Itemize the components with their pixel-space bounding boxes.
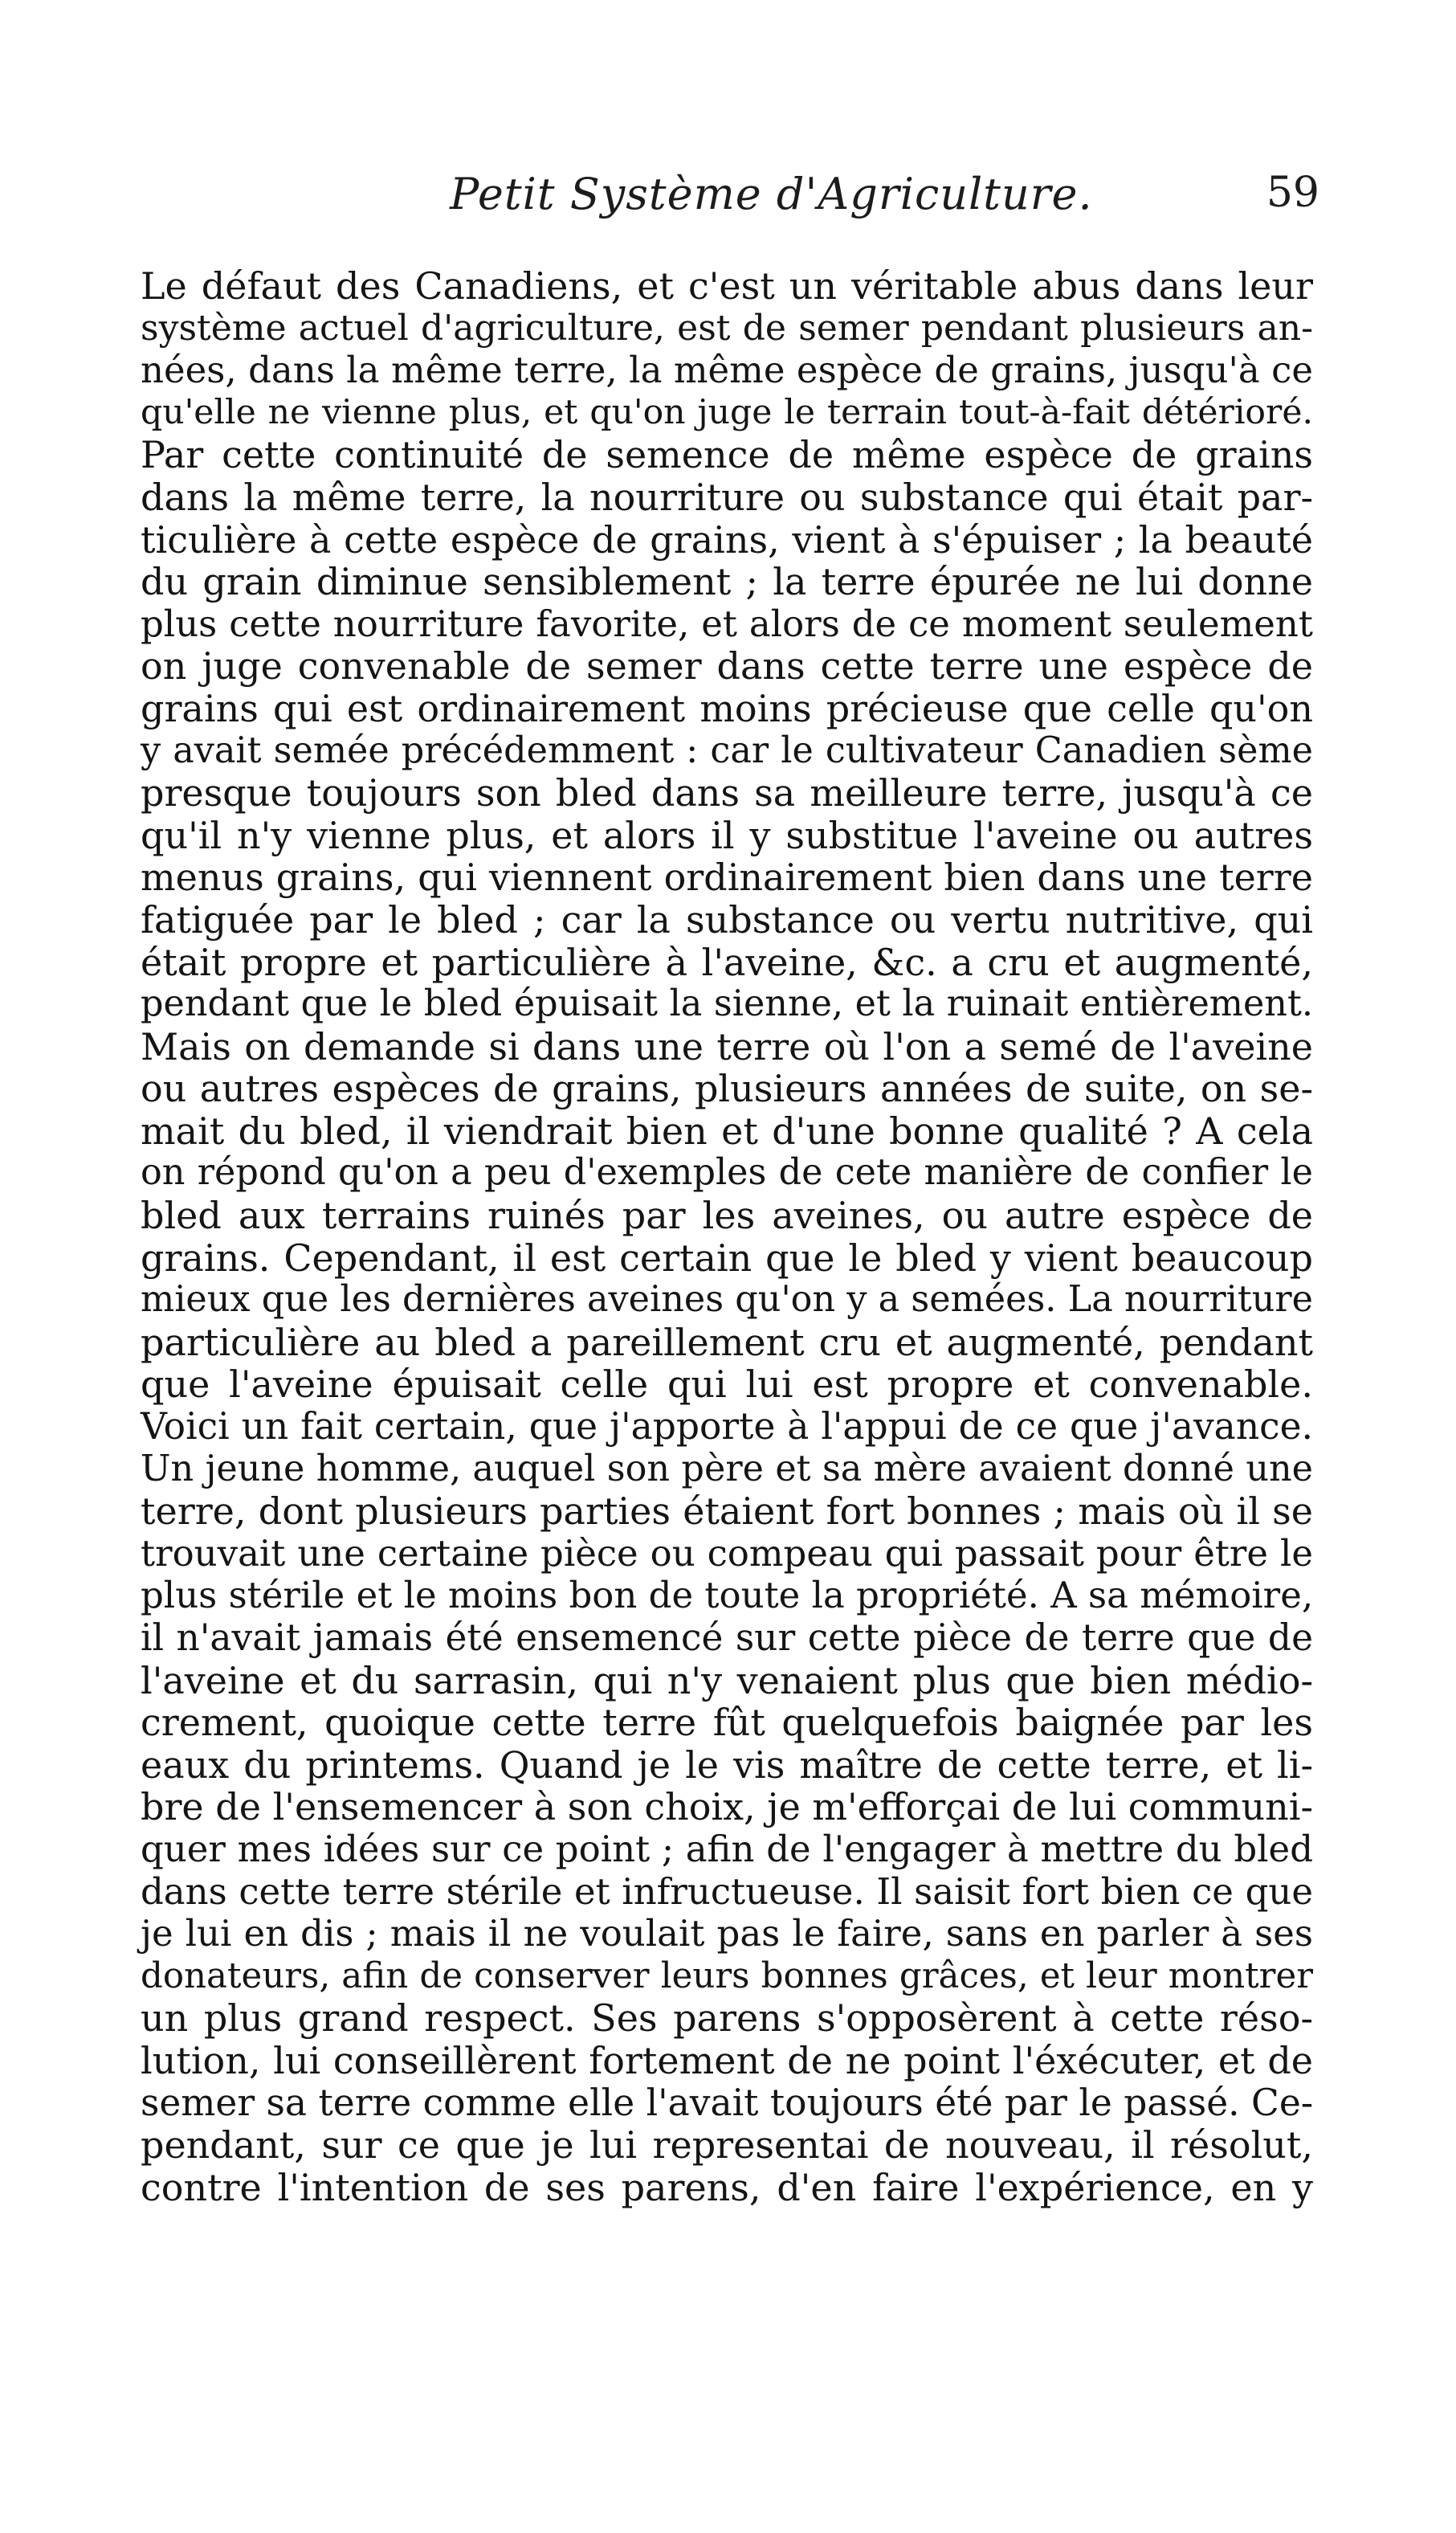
text-line: lution, lui conseillèrent fortement de ne point l'éxécuter, et de xyxy=(141,2038,1313,2082)
text-line: dans la même terre, la nourriture ou substance qui était par- xyxy=(141,475,1313,519)
text-line: on juge convenable de semer dans cette terre une espèce de xyxy=(141,644,1313,688)
text-line: bre de l'ensemencer à son choix, je m'efforçai de lui communi- xyxy=(141,1785,1313,1829)
text-line: que l'aveine épuisait celle qui lui est propre et convenable. xyxy=(141,1363,1313,1407)
text-line: plus stérile et le moins bon de toute la propriété. A sa mémoire, xyxy=(141,1574,1314,1617)
text-line: Le défaut des Canadiens, et c'est un véritable abus dans leur xyxy=(141,264,1313,308)
text-line: quer mes idées sur ce point ; afin de l'engager à mettre du bled xyxy=(141,1827,1313,1870)
text-line: du grain diminue sensiblement ; la terre épurée ne lui donne xyxy=(141,560,1313,604)
text-line: système actuel d'agriculture, est de semer pendant plusieurs an- xyxy=(141,307,1313,349)
text-line: crement, quoique cette terre fût quelquefois baignée par les xyxy=(141,1701,1313,1745)
text-line: grains qui est ordinairement moins précieuse que celle qu'on xyxy=(141,686,1313,730)
text-line: l'aveine et du sarrasin, qui n'y venaient plus que bien médio- xyxy=(141,1658,1313,1702)
text-line: eaux du printems. Quand je le vis maître de cette terre, et li- xyxy=(141,1742,1313,1787)
text-line: nées, dans la même terre, la même espèce de grains, jusqu'à ce xyxy=(141,349,1313,392)
text-line: y avait semée précédemment : car le cultivateur Canadien sème xyxy=(141,729,1313,771)
text-line: Voici un fait certain, que j'apporte à l'appui de ce que j'avance. xyxy=(141,1405,1313,1448)
text-line: contre l'intention de ses parens, d'en faire l'expérience, en y xyxy=(141,2165,1313,2209)
text-line: un plus grand respect. Ses parens s'opposèrent à cette réso- xyxy=(141,1996,1313,2041)
text-line: plus cette nourriture favorite, et alors de ce moment seulement xyxy=(141,602,1313,645)
text-line: il n'avait jamais été ensemencé sur cette pièce de terre que de xyxy=(141,1616,1313,1659)
text-line: terre, dont plusieurs parties étaient fort bonnes ; mais où il se xyxy=(141,1489,1313,1534)
text-line: on répond qu'on a peu d'exemples de cete manière de confier le xyxy=(141,1152,1313,1194)
text-line: qu'il n'y vienne plus, et alors il y substitue l'aveine ou autres xyxy=(141,813,1313,857)
text-line: dans cette terre stérile et infructueuse. Il saisit fort bien ce que xyxy=(141,1869,1313,1913)
text-line: donateurs, afin de conserver leurs bonnes grâces, et leur montrer xyxy=(141,1955,1313,1996)
text-line: fatiguée par le bled ; car la substance ou vertu nutritive, qui xyxy=(141,897,1313,942)
text-line: presque toujours son bled dans sa meilleure terre, jusqu'à ce xyxy=(141,771,1313,815)
text-line: menus grains, qui viennent ordinairement bien dans une terre xyxy=(141,856,1313,900)
text-line: Par cette continuité de semence de même espèce de grains xyxy=(141,433,1313,477)
text-line: ou autres espèces de grains, plusieurs années de suite, on se- xyxy=(141,1067,1313,1111)
text-line: qu'elle ne vienne plus, et qu'on juge le terrain tout-à-fait détérioré. xyxy=(141,392,1313,432)
text-line: pendant, sur ce que je lui representai de nouveau, il résolut, xyxy=(141,2123,1313,2167)
text-line: particulière au bled a pareillement cru et augmenté, pendant xyxy=(141,1320,1313,1364)
text-line: pendant que le bled épuisait la sienne, et la ruinait entièrement. xyxy=(141,983,1313,1025)
text-line: Mais on demande si dans une terre où l'on a semé de l'aveine xyxy=(141,1024,1313,1068)
text-line: ticulière à cette espèce de grains, vient à s'épuiser ; la beauté xyxy=(141,517,1313,562)
text-line: je lui en dis ; mais il ne voulait pas le faire, sans en parler à ses xyxy=(141,1912,1313,1955)
text-line: était propre et particulière à l'aveine, &c. a cru et augmenté, xyxy=(141,940,1313,984)
running-title: Petit Système d'Agriculture. xyxy=(450,169,1093,219)
text-line: mieux que les dernières aveines qu'on y a semées. La nourriture xyxy=(141,1279,1313,1321)
text-line: trouvait une certaine pièce ou compeau qui passait pour être le xyxy=(141,1531,1313,1575)
text-line: semer sa terre comme elle l'avait toujours été par le passé. Ce- xyxy=(141,2081,1314,2124)
text-line: Un jeune homme, auquel son père et sa mère avaient donné une xyxy=(141,1448,1313,1489)
text-line: bled aux terrains ruinés par les aveines, ou autre espèce de xyxy=(141,1194,1313,1238)
page-number: 59 xyxy=(1266,169,1319,217)
text-line: mait du bled, il viendrait bien et d'une bonne qualité ? A cela xyxy=(141,1109,1313,1153)
text-line: grains. Cependant, il est certain que le bled y vient beaucoup xyxy=(141,1236,1313,1280)
body-text xyxy=(141,265,1313,2208)
